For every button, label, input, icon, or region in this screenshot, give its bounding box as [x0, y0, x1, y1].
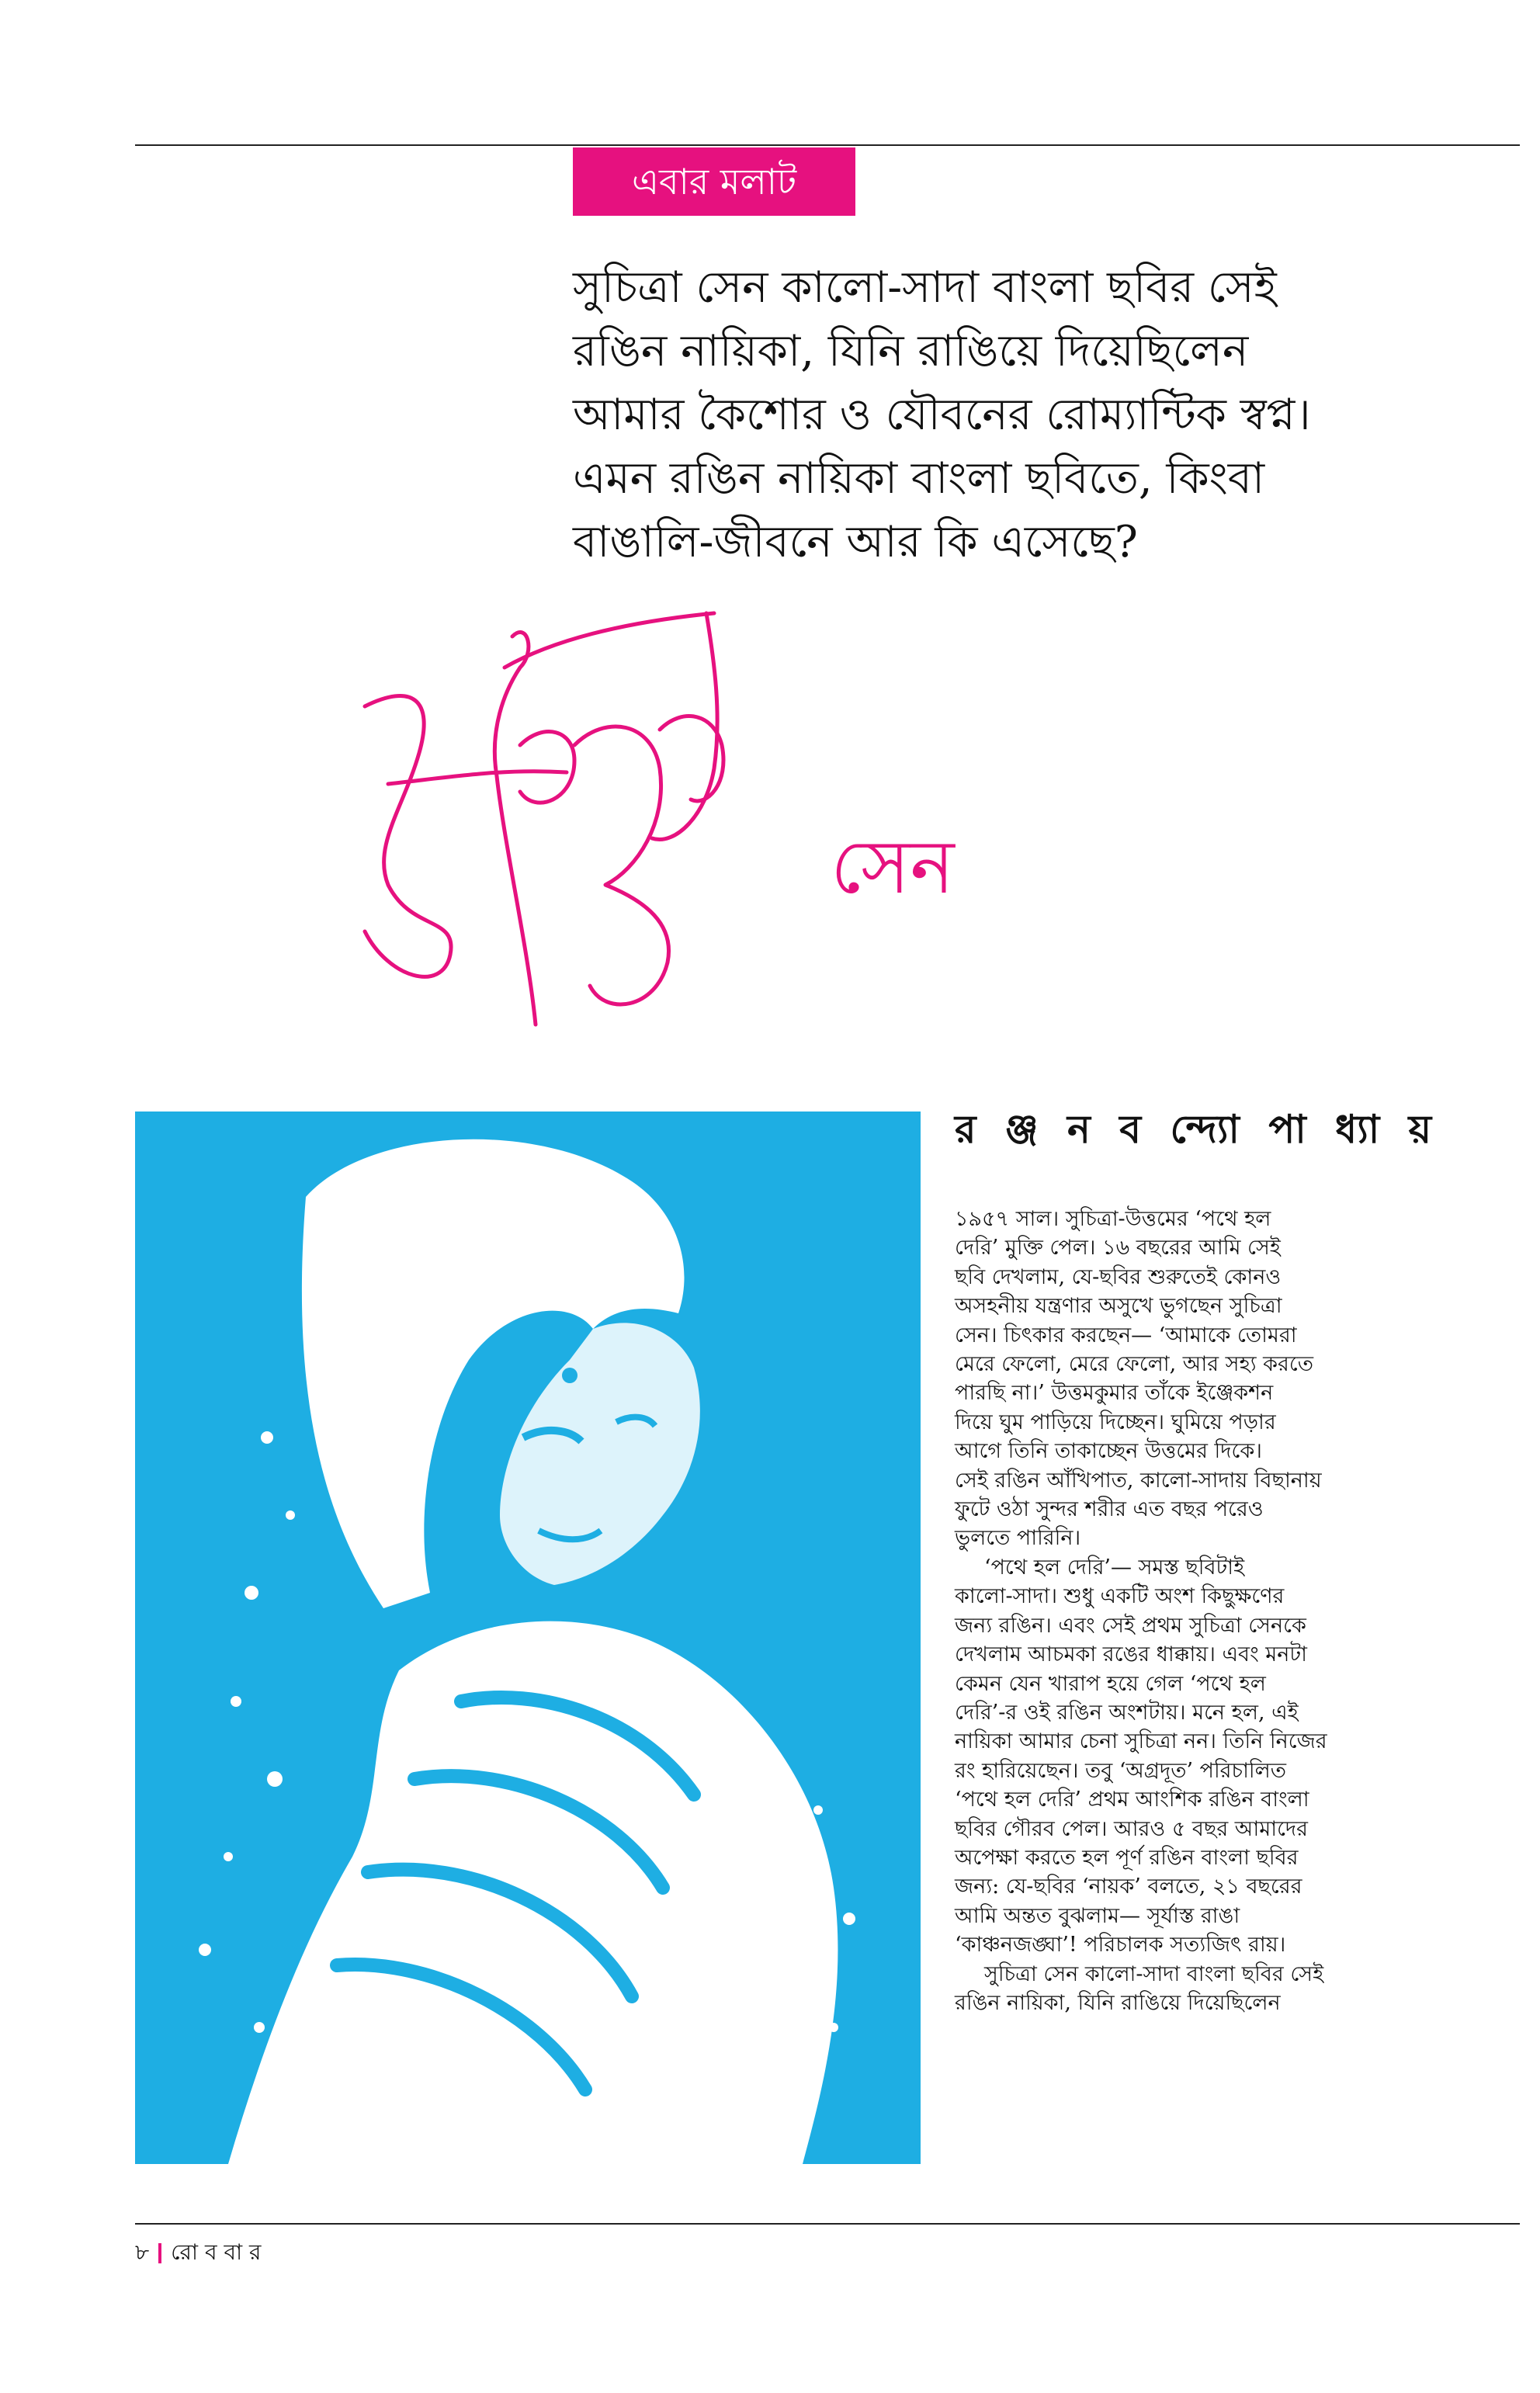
- signature-stroke: [388, 772, 567, 784]
- body-line: সুচিত্রা সেন কালো-সাদা বাংলা ছবির সেই: [984, 1961, 1324, 1986]
- body-line: জন্য রঙিন। এবং সেই প্রথম সুচিত্রা সেনকে: [955, 1613, 1306, 1638]
- intro-line: এমন রঙিন নায়িকা বাংলা ছবিতে, কিংবা: [573, 453, 1265, 504]
- body-line: দিয়ে ঘুম পাড়িয়ে দিচ্ছেন। ঘুমিয়ে পড়ার: [955, 1410, 1276, 1434]
- body-line: ছবি দেখলাম, যে-ছবির শুরুতেই কোনও: [955, 1264, 1282, 1289]
- body-line: ‘কাঞ্চনজঙ্ঘা’! পরিচালক সত্যজিৎ রায়।: [955, 1933, 1286, 1958]
- body-line: রং হারিয়েছেন। তবু ‘অগ্রদূত’ পরিচালিত: [955, 1758, 1287, 1783]
- body-line: জন্য: যে-ছবির ‘নায়ক’ বলতে, ২১ বছরের: [955, 1875, 1302, 1899]
- body-line: ‘পথে হল দেরি’— সমস্ত ছবিটাই: [984, 1555, 1245, 1580]
- body-line: অপেক্ষা করতে হল পূর্ণ রঙিন বাংলা ছবির: [955, 1845, 1299, 1870]
- intro-line: বাঙালি-জীবনে আর কি এসেছে?: [573, 517, 1138, 567]
- body-line: ফুটে ওঠা সুন্দর শরীর এত বছর পরেও: [955, 1497, 1264, 1522]
- body-line: দেরি’-র ওই রঙিন অংশটায়। মনে হল, এই: [955, 1700, 1299, 1725]
- page-footer: [135, 2235, 261, 2272]
- author-byline: র ঞ্জ ন ব ন্দ্যো পা ধ্যা য়: [955, 1107, 1440, 1152]
- body-line: পারছি না।’ উত্তমকুমার তাঁকে ইঞ্জেকশন: [955, 1381, 1274, 1406]
- signature-stroke: [494, 633, 536, 1025]
- signature-stroke: [505, 613, 714, 668]
- portrait-illustration: [135, 1112, 921, 2164]
- body-line: নায়িকা আমার চেনা সুচিত্রা নন। তিনি নিজের: [955, 1729, 1327, 1754]
- section-badge: এবার মলাট: [573, 147, 855, 216]
- portrait-photo: [135, 1112, 921, 2164]
- body-line: মেরে ফেলো, মেরে ফেলো, আর সহ্য করতে: [955, 1352, 1313, 1377]
- article-body: [955, 1205, 1498, 2017]
- intro-line: আমার কৈশোর ও যৌবনের রোম্যান্টিক স্বপ্ন।: [573, 390, 1311, 440]
- body-line: ১৯৫৭ সাল। সুচিত্রা-উত্তমের ‘পথে হল: [955, 1207, 1271, 1231]
- body-line: কালো-সাদা। শুধু একটি অংশ কিছুক্ষণের: [955, 1584, 1285, 1609]
- signature-stroke: [365, 696, 451, 977]
- body-line: দেখলাম আচমকা রঙের ধাক্কায়। এবং মনটা: [955, 1642, 1307, 1667]
- intro-text: [573, 256, 1504, 574]
- footer-divider: [158, 2243, 161, 2263]
- page-number: ৮: [135, 2239, 150, 2265]
- body-line: ভুলতে পারিনি।: [955, 1526, 1081, 1551]
- intro-line: রঙিন নায়িকা, যিনি রাঙিয়ে দিয়েছিলেন: [573, 326, 1249, 376]
- body-line: সেই রঙিন আঁখিপাত, কালো-সাদায় বিছানায়: [955, 1468, 1322, 1493]
- body-line: অসহনীয় যন্ত্রণার অসুখে ভুগছেন সুচিত্রা: [955, 1294, 1282, 1319]
- signature-stroke: [574, 727, 669, 1004]
- top-rule: [135, 144, 1520, 146]
- body-line: ছবির গৌরব পেল। আরও ৫ বছর আমাদের: [955, 1816, 1308, 1841]
- body-line: কেমন যেন খারাপ হয়ে গেল ‘পথে হল: [955, 1671, 1266, 1696]
- signature-surname: সেন: [831, 824, 955, 910]
- intro-line: সুচিত্রা সেন কালো-সাদা বাংলা ছবির সেই: [573, 262, 1277, 313]
- body-line: রঙিন নায়িকা, যিনি রাঙিয়ে দিয়েছিলেন: [955, 1990, 1281, 2015]
- body-line: সেন। চিৎকার করছেন— ‘আমাকে তোমরা: [955, 1323, 1297, 1347]
- signature-stroke: [520, 732, 574, 803]
- body-line: দেরি’ মুক্তি পেল। ১৬ বছরের আমি সেই: [955, 1236, 1281, 1261]
- body-line: ‘পথে হল দেরি’ প্রথম আংশিক রঙিন বাংলা: [955, 1788, 1309, 1812]
- body-line: আগে তিনি তাকাচ্ছেন উত্তমের দিকে।: [955, 1439, 1262, 1464]
- magazine-name: রো ব বা র: [171, 2239, 262, 2265]
- signature-title: [342, 590, 1102, 1056]
- body-line: আমি অন্তত বুঝলাম— সূর্যাস্ত রাঙা: [955, 1903, 1240, 1928]
- bottom-rule: [135, 2223, 1520, 2225]
